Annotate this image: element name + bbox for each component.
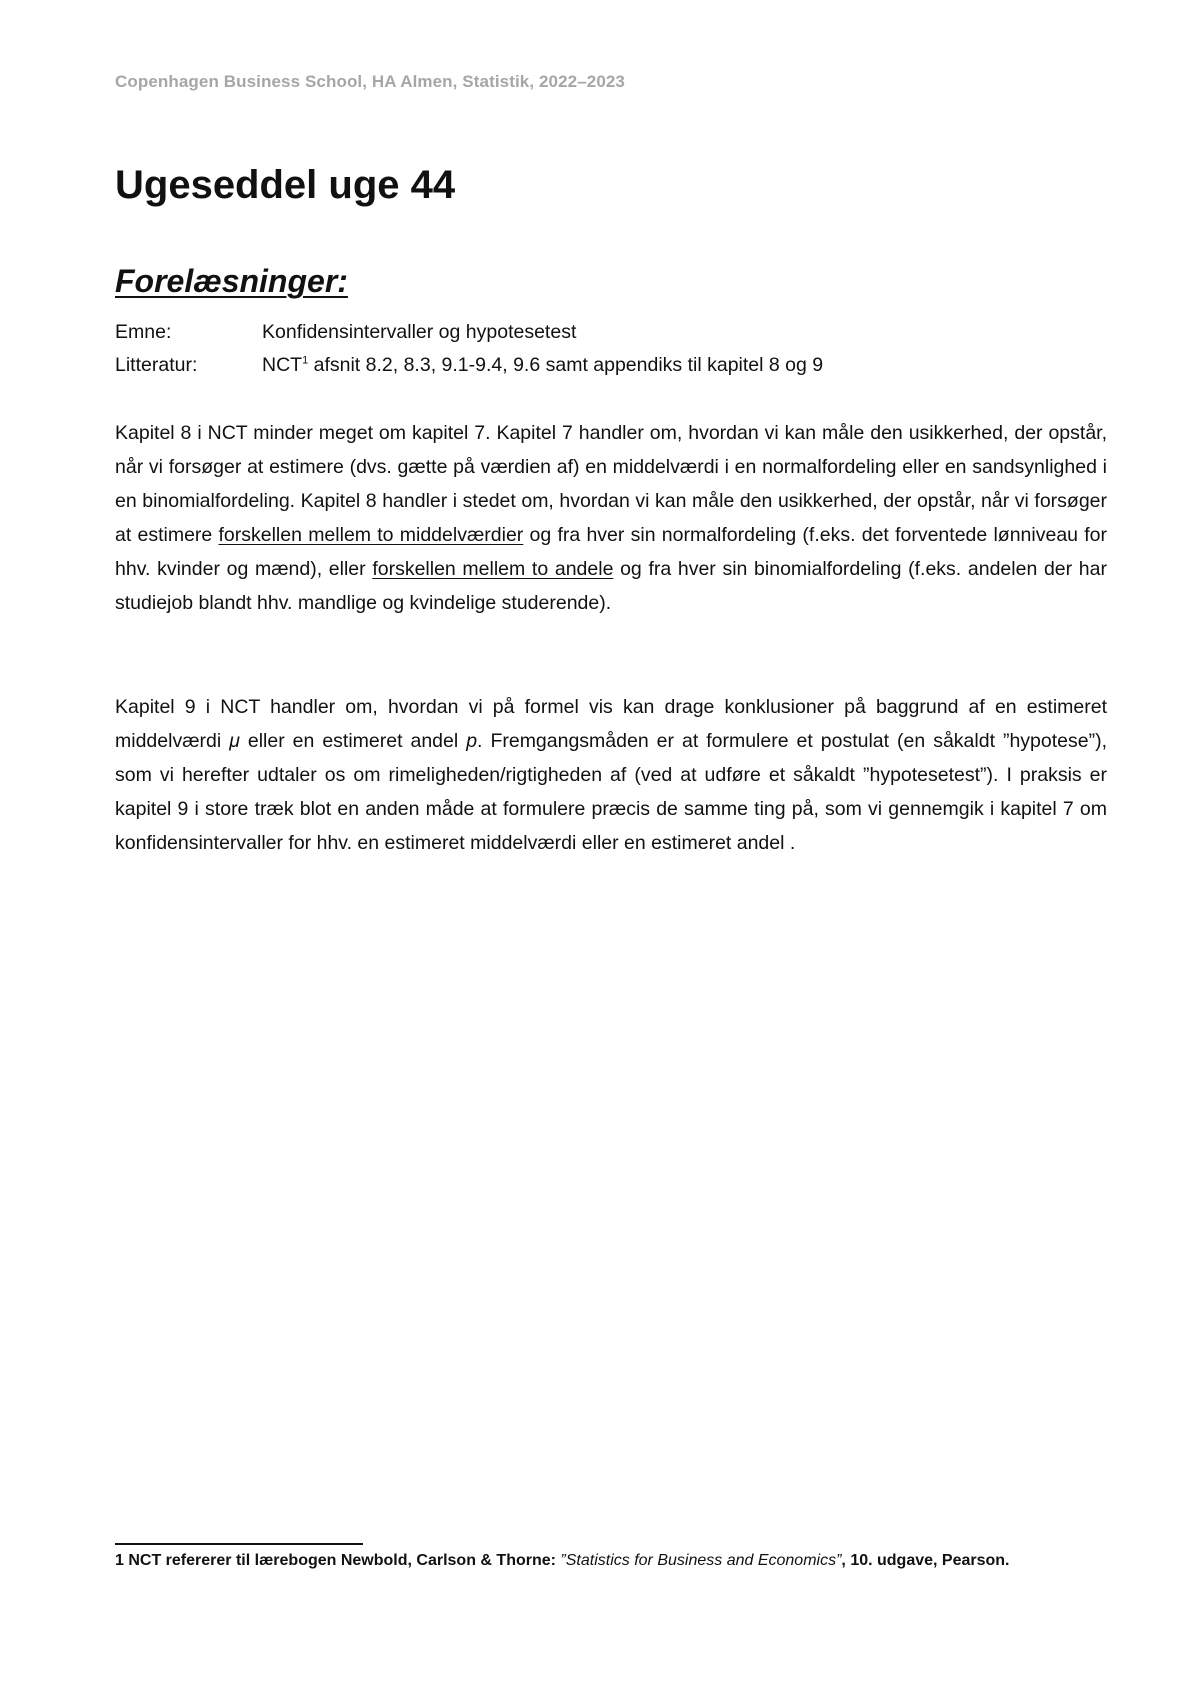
paragraph-kapitel-8 bbox=[115, 416, 1107, 620]
footnote-divider bbox=[115, 1543, 363, 1545]
paragraph2-part3: . Fremgangsmåden er at formulere et postulat (en såkaldt ”hypotese”), som vi herefter udtaler os om rimeligheden/rigtigheden af (ved at udføre et såkaldt ”hypotesetest”). I praksis er kapitel 9 i store træk blot en anden måde at formulere præcis de samme ting på, som vi gennemgik i kapitel 7 om konfidensintervaller for hhv. en estimeret middelværdi eller en estimeret andel . bbox=[115, 730, 1108, 854]
paragraph1-underline1: forskellen mellem to middelværdier bbox=[218, 524, 524, 546]
meta-row-litteratur bbox=[115, 349, 823, 382]
paragraph1-part3: og fra hver sin binomialfordeling (f.eks. andelen der har studiejob blandt hhv. mandlige og kvindelige studerende). bbox=[115, 558, 1107, 614]
emne-label: Emne: bbox=[115, 321, 172, 343]
paragraph2-part2: eller en estimeret andel bbox=[239, 730, 467, 752]
page-header: Copenhagen Business School, HA Almen, Statistik, 2022–2023 bbox=[115, 72, 625, 91]
paragraph-kapitel-9 bbox=[115, 690, 1107, 860]
paragraph1-underline2: forskellen mellem to andele bbox=[372, 558, 614, 580]
footnote-marker[interactable]: 1 bbox=[302, 354, 309, 367]
symbol-mu: μ bbox=[229, 730, 240, 752]
page-title: Ugeseddel uge 44 bbox=[115, 163, 456, 207]
litteratur-label: Litteratur: bbox=[115, 354, 198, 376]
paragraph1-part2: og fra hver sin normalfordeling (f.eks. det forventede lønniveau for hhv. kvinder og mænd), eller bbox=[115, 524, 1108, 580]
section-heading: Forelæsninger: bbox=[115, 263, 348, 299]
paragraph2-part1: Kapitel 9 i NCT handler om, hvordan vi på formel vis kan drage konklusioner på baggrund af en estimeret middelværdi bbox=[115, 696, 1107, 752]
footnote-text-pre: NCT refererer til lærebogen Newbold, Carlson & Thorne: bbox=[123, 1552, 561, 1569]
footnote-number: 1 bbox=[115, 1552, 124, 1569]
litteratur-value bbox=[262, 349, 823, 382]
symbol-p: p bbox=[466, 730, 478, 752]
footnote-text-post: , 10. udgave, Pearson. bbox=[841, 1552, 1010, 1569]
emne-value: Konfidensintervaller og hypotesetest bbox=[262, 321, 577, 343]
litteratur-text-pre: NCT bbox=[262, 354, 303, 376]
footnote bbox=[115, 1552, 1010, 1570]
paragraph1-part1: Kapitel 8 i NCT minder meget om kapitel 7. Kapitel 7 handler om, hvordan vi kan måle den usikkerhed, der opstår, når vi forsøger at estimere (dvs. gætte på værdien af) en middelværdi i en normalfordeling eller en sandsynlighed i en binomialfordeling. Kapitel 8 handler i stedet om, hvordan vi kan måle den usikkerhed, der opstår, når vi forsøger at estimere bbox=[115, 422, 1107, 546]
litteratur-text-post: afsnit 8.2, 8.3, 9.1-9.4, 9.6 samt appendiks til kapitel 8 og 9 bbox=[308, 354, 824, 376]
footnote-book-title: ”Statistics for Business and Economics” bbox=[560, 1552, 842, 1569]
meta-row-emne bbox=[115, 316, 823, 349]
lecture-meta bbox=[115, 316, 823, 382]
